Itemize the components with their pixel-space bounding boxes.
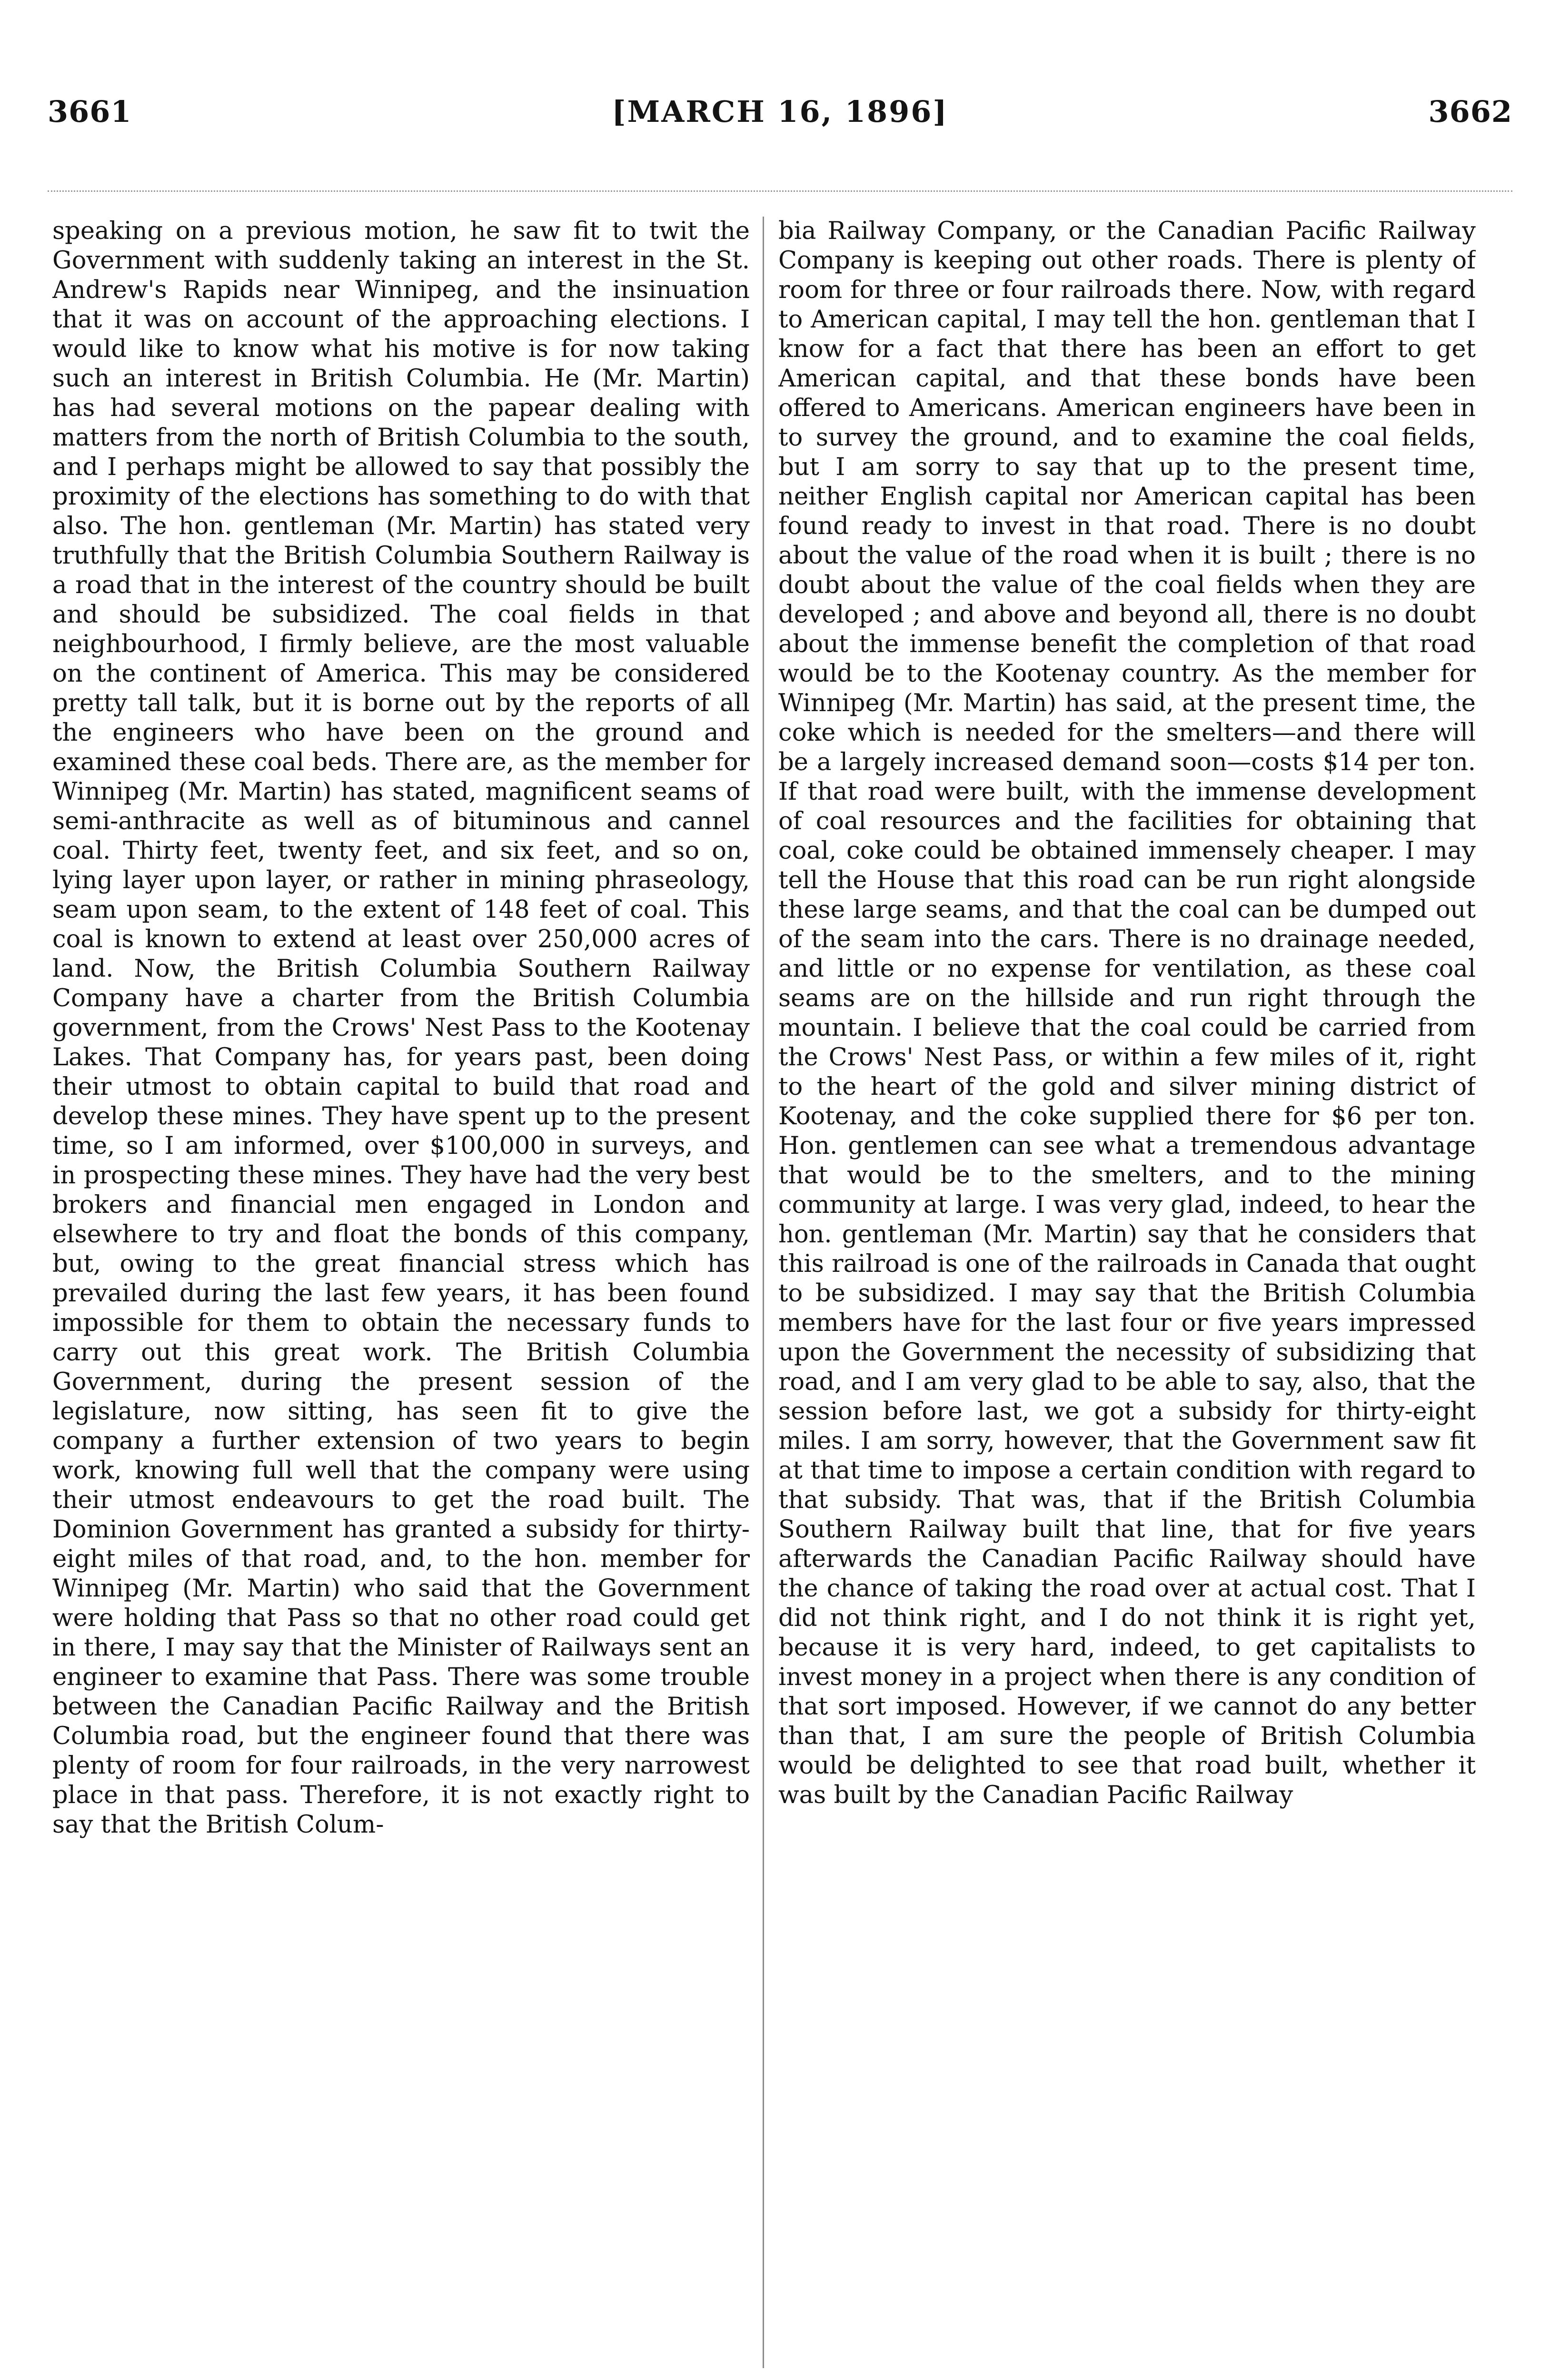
- left-column: [52, 217, 750, 2359]
- page-number-right: 3662: [1428, 94, 1512, 129]
- header-rule: [48, 190, 1512, 192]
- right-column: [778, 217, 1476, 2359]
- column-divider: [763, 217, 764, 2368]
- right-column-text: bia Railway Company, or the Canadian Pacific Railway Company is keeping out other roads. There is plenty of room for three or four railroads there. Now, with regard to American capital, I may tell the hon. gentleman that I know for a fact that there has been an effort to get American capital, and that these bonds have been offered to Americans. American engineers have been in to survey the ground, and to examine the coal fields, but I am sorry to say that up to the present time, neither English capital nor American capital has been found ready to invest in that road. There is no doubt about the value of the road when it is built ; there is no doubt about the value of the coal fields when they are developed ; and above and beyond all, there is no doubt about the immense benefit the completion of that road would be to the Kootenay country. As the member for Winnipeg (Mr. Martin) has said, at the present time, the coke which is needed for the smelters—and there will be a largely increased demand soon—costs $14 per ton. If that road were built, with the immense development of coal resources and the facilities for obtaining that coal, coke could be obtained immensely cheaper. I may tell the House that this road can be run right alongside these large seams, and that the coal can be dumped out of the seam into the cars. There is no drainage needed, and little or no expense for ventilation, as these coal seams are on the hillside and run right through the mountain. I believe that the coal could be carried from the Crows' Nest Pass, or within a few miles of it, right to the heart of the gold and silver mining district of Kootenay, and the coke supplied there for $6 per ton. Hon. gentlemen can see what a tremendous advantage that would be to the smelters, and to the mining community at large. I was very glad, indeed, to hear the hon. gentleman (Mr. Martin) say that he considers that this railroad is one of the railroads in Canada that ought to be subsidized. I may say that the British Columbia members have for the last four or five years impressed upon the Government the necessity of subsidizing that road, and I am very glad to be able to say, also, that the session before last, we got a subsidy for thirty-eight miles. I am sorry, however, that the Government saw fit at that time to impose a certain condition with regard to that subsidy. That was, that if the British Columbia Southern Railway built that line, that for five years afterwards the Canadian Pacific Railway should have the chance of taking the road over at actual cost. That I did not think right, and I do not think it is right yet, because it is very hard, indeed, to get capitalists to invest money in a project when there is any condition of that sort imposed. However, if we cannot do any better than that, I am sure the people of British Columbia would be delighted to see that road built, whether it was built by the Canadian Pacific Railway: [778, 217, 1476, 1809]
- page-number-left: 3661: [48, 94, 132, 129]
- page-header: [48, 90, 1512, 133]
- left-column-text: speaking on a previous motion, he saw fit to twit the Government with suddenly taking an interest in the St. Andrew's Rapids near Winnipeg, and the insinuation that it was on account of the approaching elections. I would like to know what his motive is for now taking such an interest in British Columbia. He (Mr. Martin) has had several motions on the papear dealing with matters from the north of British Columbia to the south, and I perhaps might be allowed to say that possibly the proximity of the elections has something to do with that also. The hon. gentleman (Mr. Martin) has stated very truthfully that the British Columbia Southern Railway is a road that in the interest of the country should be built and should be subsidized. The coal fields in that neighbourhood, I firmly believe, are the most valuable on the continent of America. This may be considered pretty tall talk, but it is borne out by the reports of all the engineers who have been on the ground and examined these coal beds. There are, as the member for Winnipeg (Mr. Martin) has stated, magnificent seams of semi-anthracite as well as of bituminous and cannel coal. Thirty feet, twenty feet, and six feet, and so on, lying layer upon layer, or rather in mining phraseology, seam upon seam, to the extent of 148 feet of coal. This coal is known to extend at least over 250,000 acres of land. Now, the British Columbia Southern Railway Company have a charter from the British Columbia government, from the Crows' Nest Pass to the Kootenay Lakes. That Company has, for years past, been doing their utmost to obtain capital to build that road and develop these mines. They have spent up to the present time, so I am informed, over $100,000 in surveys, and in prospecting these mines. They have had the very best brokers and financial men engaged in London and elsewhere to try and float the bonds of this company, but, owing to the great financial stress which has prevailed during the last few years, it has been found impossible for them to obtain the necessary funds to carry out this great work. The British Columbia Government, during the present session of the legislature, now sitting, has seen fit to give the company a further extension of two years to begin work, knowing full well that the company were using their utmost endeavours to get the road built. The Dominion Government has granted a subsidy for thirty-eight miles of that road, and, to the hon. member for Winnipeg (Mr. Martin) who said that the Government were holding that Pass so that no other road could get in there, I may say that the Minister of Railways sent an engineer to examine that Pass. There was some trouble between the Canadian Pacific Railway and the British Columbia road, but the engineer found that there was plenty of room for four railroads, in the very narrowest place in that pass. Therefore, it is not exactly right to say that the British Colum-: [52, 217, 750, 1839]
- page-date: [MARCH 16, 1896]: [612, 94, 948, 129]
